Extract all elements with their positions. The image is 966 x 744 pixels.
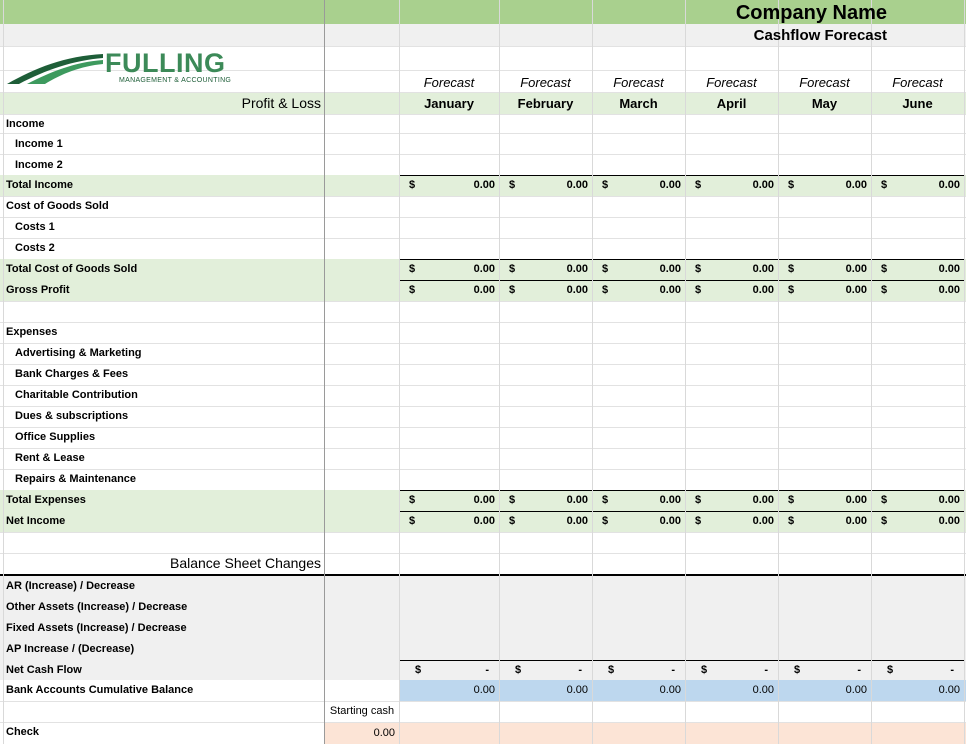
row-ar[interactable]: AR (Increase) / Decrease	[6, 580, 136, 592]
row-bank-charges[interactable]: Bank Charges & Fees	[15, 368, 129, 380]
currency-symbol: $	[509, 179, 516, 191]
forecast-label: Forecast	[613, 75, 664, 90]
row-fixed-assets[interactable]: Fixed Assets (Increase) / Decrease	[6, 622, 187, 634]
value-net-income-january[interactable]: 0.00	[473, 515, 495, 527]
row-ap[interactable]: AP Increase / (Decrease)	[6, 643, 135, 655]
currency-symbol: $	[794, 664, 801, 676]
row-advertising[interactable]: Advertising & Marketing	[15, 347, 142, 359]
currency-symbol: $	[602, 263, 609, 275]
row-bank-balance: Bank Accounts Cumulative Balance	[6, 684, 194, 696]
starting-cash-value[interactable]: 0.00	[373, 727, 395, 739]
value-bank-balance-may[interactable]: 0.00	[845, 684, 867, 696]
row-check: Check	[6, 726, 40, 738]
currency-symbol: $	[608, 664, 615, 676]
starting-cash-label: Starting cash	[329, 705, 395, 717]
currency-symbol: $	[887, 664, 894, 676]
value-total-expenses-february[interactable]: 0.00	[566, 494, 588, 506]
currency-symbol: $	[509, 515, 516, 527]
forecast-label: Forecast	[423, 75, 475, 90]
currency-symbol: $	[409, 179, 416, 191]
row-income-1[interactable]: Income 1	[15, 138, 63, 150]
currency-symbol: $	[788, 515, 795, 527]
value-total-expenses-may[interactable]: 0.00	[845, 494, 867, 506]
month-header-may[interactable]: May	[811, 96, 838, 111]
logo-tagline: MANAGEMENT & ACCOUNTING	[119, 77, 232, 84]
forecast-label: Forecast	[706, 75, 757, 90]
row-repairs[interactable]: Repairs & Maintenance	[15, 473, 137, 485]
currency-symbol: $	[602, 179, 609, 191]
value-bank-balance-february[interactable]: 0.00	[566, 684, 588, 696]
value-bank-balance-april[interactable]: 0.00	[752, 684, 774, 696]
check-band	[325, 722, 966, 744]
value-total-income-may[interactable]: 0.00	[845, 179, 867, 191]
currency-symbol: $	[409, 515, 416, 527]
currency-symbol: $	[788, 263, 795, 275]
value-net-income-may[interactable]: 0.00	[845, 515, 867, 527]
forecast-label: Forecast	[520, 75, 571, 90]
value-gross-profit-february[interactable]: 0.00	[566, 284, 588, 296]
value-net-income-april[interactable]: 0.00	[752, 515, 774, 527]
currency-symbol: $	[701, 664, 708, 676]
value-total-cogs-may[interactable]: 0.00	[845, 263, 867, 275]
currency-symbol: $	[695, 515, 702, 527]
value-total-cogs-january[interactable]: 0.00	[473, 263, 495, 275]
value-total-cogs-february[interactable]: 0.00	[566, 263, 588, 275]
currency-symbol: $	[695, 494, 702, 506]
section-profit-loss: Profit & Loss	[241, 95, 321, 111]
row-net-income: Net Income	[6, 515, 66, 527]
value-total-cogs-april[interactable]: 0.00	[752, 263, 774, 275]
row-cogs: Cost of Goods Sold	[6, 200, 109, 212]
row-dues[interactable]: Dues & subscriptions	[15, 410, 129, 422]
row-total-income: Total Income	[6, 179, 74, 191]
currency-symbol: $	[788, 494, 795, 506]
value-total-income-april[interactable]: 0.00	[752, 179, 774, 191]
value-gross-profit-march[interactable]: 0.00	[659, 284, 681, 296]
currency-symbol: $	[509, 263, 516, 275]
value-total-income-march[interactable]: 0.00	[659, 179, 681, 191]
value-total-cogs-june[interactable]: 0.00	[938, 263, 960, 275]
row-costs-1[interactable]: Costs 1	[15, 221, 55, 233]
currency-symbol: $	[881, 494, 888, 506]
month-header-june[interactable]: June	[902, 96, 933, 111]
currency-symbol: $	[509, 494, 516, 506]
month-header-april[interactable]: April	[716, 96, 747, 111]
month-header-february[interactable]: February	[517, 96, 574, 111]
forecast-label: Forecast	[892, 75, 943, 90]
currency-symbol: $	[409, 263, 416, 275]
currency-symbol: $	[409, 494, 416, 506]
value-total-expenses-march[interactable]: 0.00	[659, 494, 681, 506]
value-bank-balance-march[interactable]: 0.00	[659, 684, 681, 696]
currency-symbol: $	[509, 284, 516, 296]
currency-symbol: $	[788, 179, 795, 191]
currency-symbol: $	[695, 284, 702, 296]
value-net-cash-flow-february[interactable]: -	[578, 664, 582, 676]
value-net-income-march[interactable]: 0.00	[659, 515, 681, 527]
value-total-income-february[interactable]: 0.00	[566, 179, 588, 191]
section-balance-sheet: Balance Sheet Changes	[170, 555, 321, 571]
row-other-assets[interactable]: Other Assets (Increase) / Decrease	[6, 601, 188, 613]
value-net-cash-flow-april[interactable]: -	[764, 664, 768, 676]
row-costs-2[interactable]: Costs 2	[15, 242, 55, 254]
currency-symbol: $	[409, 284, 416, 296]
value-gross-profit-april[interactable]: 0.00	[752, 284, 774, 296]
row-rent-lease[interactable]: Rent & Lease	[15, 452, 85, 464]
logo-brand: FULLING	[105, 48, 226, 78]
currency-symbol: $	[881, 284, 888, 296]
value-total-expenses-june[interactable]: 0.00	[938, 494, 960, 506]
currency-symbol: $	[788, 284, 795, 296]
value-gross-profit-january[interactable]: 0.00	[473, 284, 495, 296]
row-charitable[interactable]: Charitable Contribution	[15, 389, 138, 401]
value-net-income-february[interactable]: 0.00	[566, 515, 588, 527]
company-logo	[5, 48, 245, 90]
value-total-cogs-march[interactable]: 0.00	[659, 263, 681, 275]
row-total-cogs: Total Cost of Goods Sold	[6, 263, 138, 275]
value-total-income-june[interactable]: 0.00	[938, 179, 960, 191]
currency-symbol: $	[515, 664, 522, 676]
value-net-income-june[interactable]: 0.00	[938, 515, 960, 527]
report-title: Cashflow Forecast	[753, 27, 887, 44]
currency-symbol: $	[695, 179, 702, 191]
currency-symbol: $	[602, 494, 609, 506]
currency-symbol: $	[881, 179, 888, 191]
value-total-income-january[interactable]: 0.00	[473, 179, 495, 191]
currency-symbol: $	[881, 515, 888, 527]
row-income-2[interactable]: Income 2	[15, 159, 63, 171]
value-bank-balance-january[interactable]: 0.00	[473, 684, 495, 696]
currency-symbol: $	[881, 263, 888, 275]
currency-symbol: $	[415, 664, 422, 676]
month-header-march[interactable]: March	[619, 96, 658, 111]
currency-symbol: $	[695, 263, 702, 275]
row-net-cash-flow: Net Cash Flow	[6, 664, 82, 676]
month-header-january[interactable]: January	[424, 96, 474, 111]
value-net-cash-flow-january[interactable]: -	[485, 664, 489, 676]
value-gross-profit-may[interactable]: 0.00	[845, 284, 867, 296]
company-name: Company Name	[735, 2, 887, 24]
row-income: Income	[6, 118, 45, 130]
value-total-expenses-april[interactable]: 0.00	[752, 494, 774, 506]
row-expenses: Expenses	[6, 326, 58, 338]
currency-symbol: $	[602, 515, 609, 527]
value-bank-balance-june[interactable]: 0.00	[938, 684, 960, 696]
forecast-label: Forecast	[799, 75, 850, 90]
row-gross-profit: Gross Profit	[6, 284, 70, 296]
currency-symbol: $	[602, 284, 609, 296]
value-gross-profit-june[interactable]: 0.00	[938, 284, 960, 296]
row-total-expenses: Total Expenses	[6, 494, 86, 506]
value-total-expenses-january[interactable]: 0.00	[473, 494, 495, 506]
value-net-cash-flow-may[interactable]: -	[857, 664, 861, 676]
value-net-cash-flow-june[interactable]: -	[950, 664, 954, 676]
row-office-supplies[interactable]: Office Supplies	[15, 431, 96, 443]
value-net-cash-flow-march[interactable]: -	[671, 664, 675, 676]
logo-swoosh-icon	[5, 48, 105, 88]
